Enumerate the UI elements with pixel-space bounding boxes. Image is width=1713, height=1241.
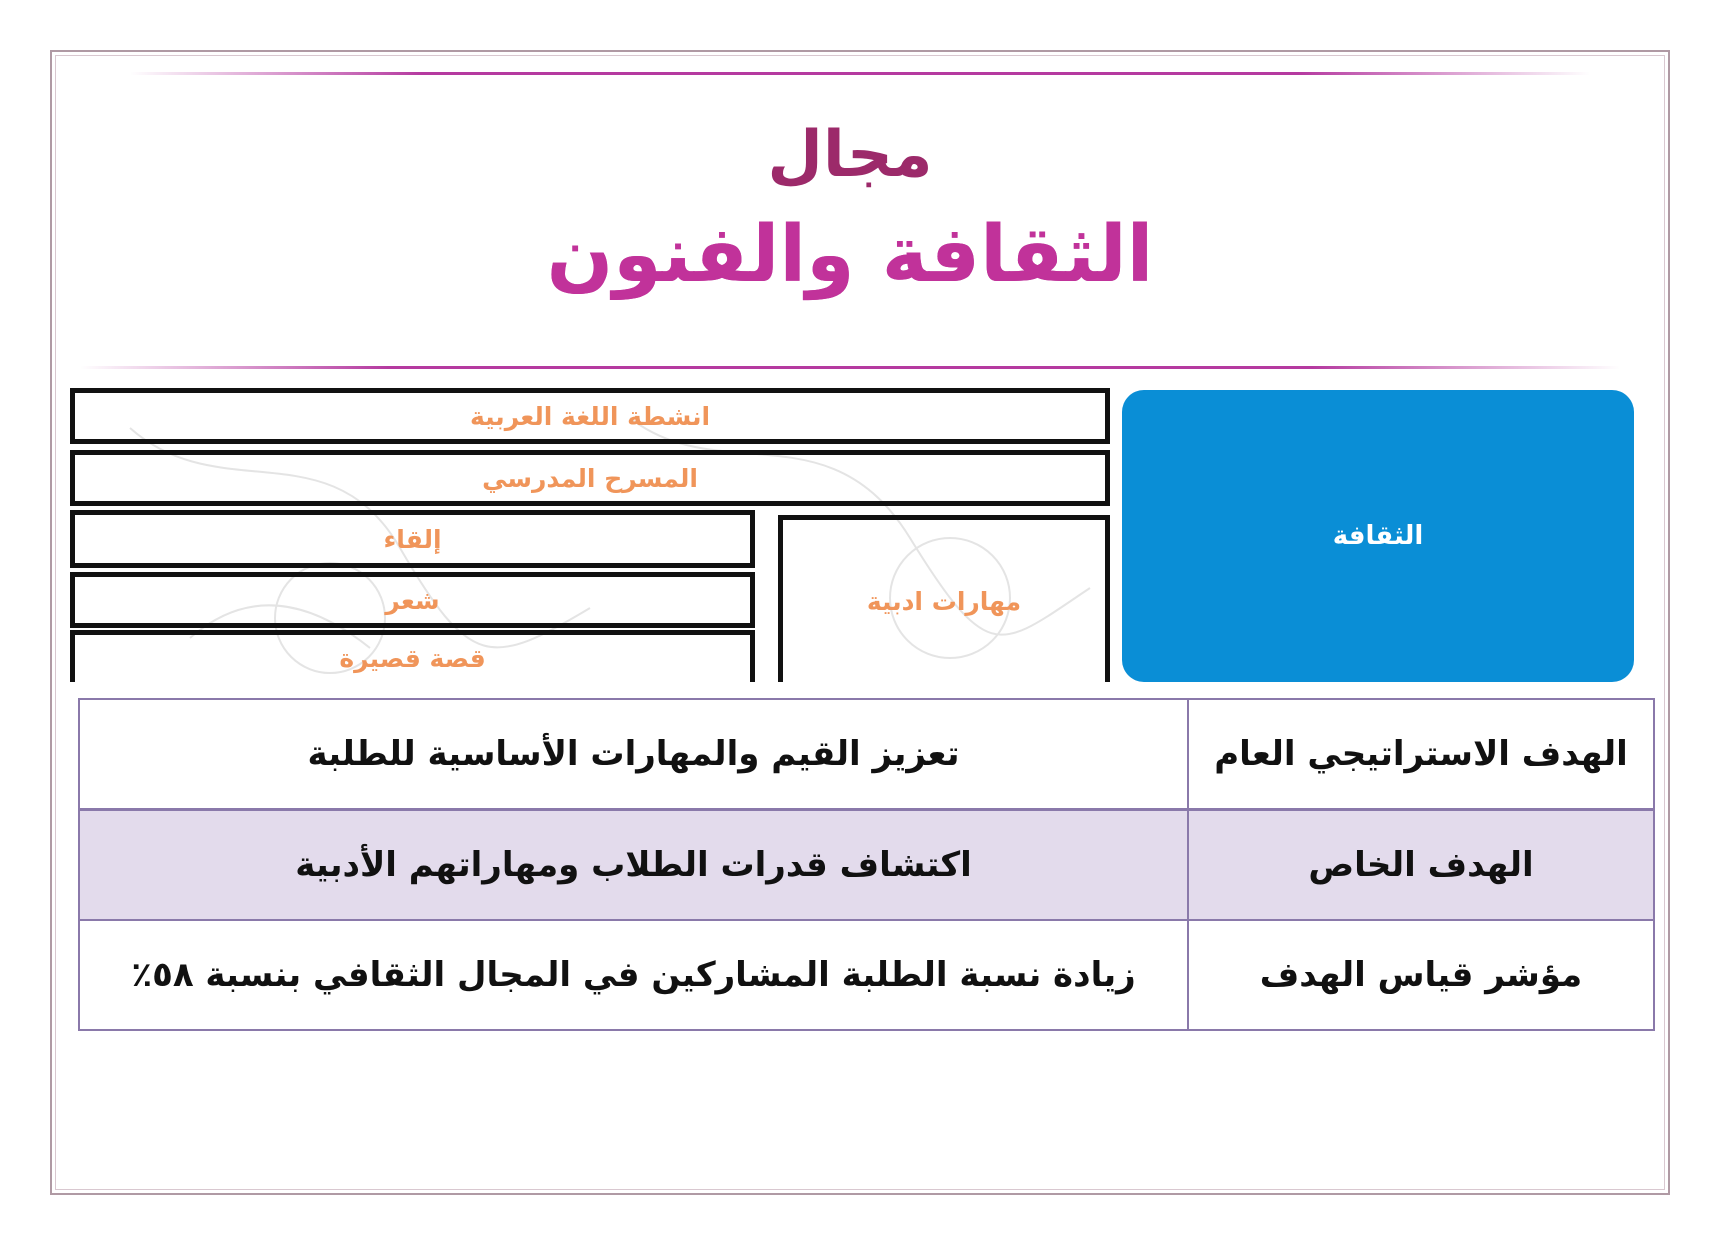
- goal-value: زيادة نسبة الطلبة المشاركين في المجال الثقافي بنسبة ٥٨٪: [79, 920, 1188, 1030]
- goal-label: الهدف الاستراتيجي العام: [1188, 699, 1654, 810]
- branch-arabic-activities: انشطة اللغة العربية: [70, 388, 1110, 444]
- skill-poetry: شعر: [70, 572, 755, 628]
- goal-row-indicator: [79, 920, 1654, 1030]
- top-divider: [130, 72, 1590, 75]
- skill-short-story: قصة قصيرة: [70, 630, 755, 682]
- skill-recitation: إلقاء: [70, 510, 755, 568]
- root-culture-box: الثقافة: [1122, 390, 1634, 682]
- title-line-2: الثقافة والفنون: [300, 200, 1400, 310]
- goal-value: اكتشاف قدرات الطلاب ومهاراتهم الأدبية: [79, 810, 1188, 921]
- goals-table: [78, 698, 1655, 1031]
- title-line-1: مجال: [767, 118, 933, 192]
- branch-literary-skills: مهارات ادبية: [778, 515, 1110, 682]
- title-divider: [80, 366, 1620, 369]
- goal-row-specific: [79, 810, 1654, 921]
- goal-row-strategic: [79, 699, 1654, 810]
- goal-label: مؤشر قياس الهدف: [1188, 920, 1654, 1030]
- goal-value: تعزيز القيم والمهارات الأساسية للطلبة: [79, 699, 1188, 810]
- title-block: [300, 110, 1400, 310]
- branch-school-theater: المسرح المدرسي: [70, 450, 1110, 506]
- goal-label: الهدف الخاص: [1188, 810, 1654, 921]
